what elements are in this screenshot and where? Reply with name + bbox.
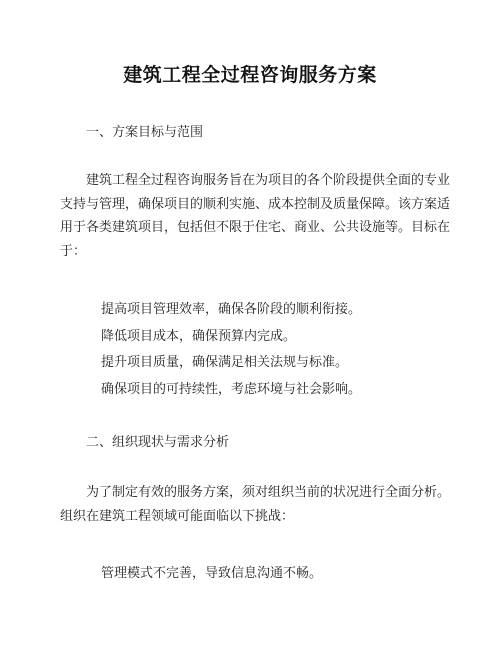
list-item: 提高项目管理效率，确保各阶段的顺利衔接。 (101, 302, 362, 317)
list-item: 提升项目质量，确保满足相关法规与标准。 (101, 355, 349, 370)
list-item: 降低项目成本，确保预算内完成。 (101, 328, 297, 344)
section-heading-goals: 一、方案目标与范围 (86, 125, 204, 140)
section-paragraph-analysis (60, 481, 450, 528)
goals-list (101, 297, 461, 403)
list-item: 确保项目的可持续性，考虑环境与社会影响。 (101, 381, 362, 397)
paragraph-text: 建筑工程全过程咨询服务旨在为项目的各个阶段提供全面的专业支持与管理，确保项目的顺利实施、成本控制及质量保障。该方案适用于各类建筑项目，包括但不限于住宅、商业、公共设施等。目标在于： (60, 173, 451, 259)
section-paragraph-goals (60, 169, 450, 263)
document-title: 建筑工程全过程咨询服务方案 (123, 64, 377, 86)
paragraph-text: 为了制定有效的服务方案，须对组织当前的状况进行全面分析。组织在建筑工程领域可能面临以下挑战： (60, 485, 451, 524)
challenges-list (101, 561, 461, 588)
section-heading-analysis: 二、组织现状与需求分析 (86, 435, 230, 450)
list-item: 管理模式不完善，导致信息沟通不畅。 (101, 566, 323, 581)
